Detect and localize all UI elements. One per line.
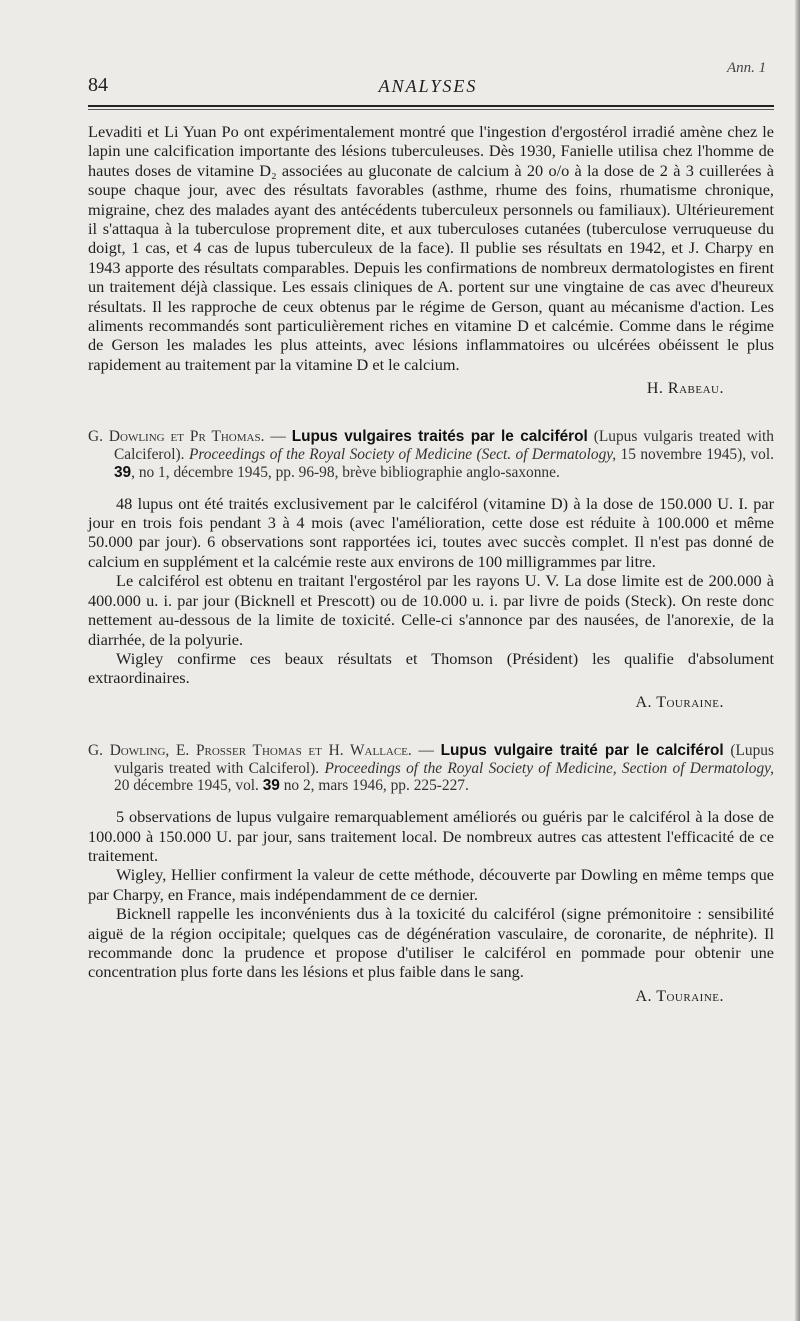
- review1-signature: H. Rabeau.: [646, 380, 724, 398]
- review3-paragraph: 5 observations de lupus vulgaire remarquablement améliorés ou guéris par le calciférol à la dose de 100.000 à 150.000 U. par jour, sans traitement local. De nombreux autres cas attestent l'efficacité de ce traitement.: [88, 807, 774, 865]
- spacer: [88, 795, 774, 807]
- review3-reference: [88, 742, 774, 795]
- review2-signature: A. Touraine.: [635, 693, 724, 711]
- review3-ref-part2: 20 décembre 1945, vol.: [114, 777, 259, 795]
- review2-paragraph: 48 lupus ont été traités exclusivement par le calciférol (vitamine D) à la dose de 150.000 U. I. par jour en trois fois pendant 3 à 4 mois (avec l'amélioration, cette dose est réduite à 100.000 et même 50.000 par jour). 6 observations sont rapportées ici, toutes avec succès complet. Il n'est pas donné de calcium en supplément et la calcémie reste aux environs de 100 milligrammes par litre.: [88, 493, 774, 571]
- review2-reference: [88, 428, 774, 481]
- review3-volume: 39: [262, 777, 280, 795]
- review3-ref-part3: no 2, mars 1946, pp. 225-227.: [283, 777, 469, 795]
- review3-ref-part1: (Lupus vulgaris treated with Calciferol).: [114, 741, 774, 777]
- page-edge-shadow: [795, 0, 800, 1321]
- review3-journal: Proceedings of the Royal Society of Medicine, Section of Dermatology,: [324, 759, 774, 777]
- header-rule-thin: [88, 109, 774, 110]
- corner-note: Ann. 1: [727, 60, 767, 76]
- spacer: [88, 482, 774, 494]
- review3-signature: A. Touraine.: [635, 987, 724, 1005]
- review3-paragraph: Bicknell rappelle les inconvénients dus à la toxicité du calciférol (signe prémonitoire : sensibilité aiguë de la région occipitale; quelques cas de dégénération vasculaire, de coronarite, de néphrite). Il recommande donc la prudence et propose d'utiliser le calciférol en pommade pour obtenir une concentration plus forte dans les lésions et plus faible dans le sang.: [88, 904, 774, 982]
- review2-paragraph: Wigley confirme ces beaux résultats et Thomson (Président) les qualifie d'absolument extraordinaires.: [88, 648, 774, 688]
- review2-ref-part2: 15 novembre 1945), vol.: [620, 446, 774, 464]
- page-body: [88, 122, 774, 1006]
- review3-paragraph: Wigley, Hellier confirment la valeur de cette méthode, découverte par Dowling en même temps que par Charpy, en France, mais indépendamment de ce dernier.: [88, 865, 774, 904]
- review2-journal: Proceedings of the Royal Society of Medicine (Sect. of Dermatology,: [188, 446, 617, 464]
- review1-paragraph: Levaditi et Li Yuan Po ont expérimentalement montré que l'ingestion d'ergostérol irradié amène chez le lapin une calcification importante des lésions tuberculeuses. Dès 1930, Fanielle utilisa chez l'homme de hautes doses de vitamine D₂ associées au gluconate de calcium à 20 o/o à la dose de 2 à 3 cuillerées à soupe chaque jour, avec des résultats favorables (asthme, rhume des foins, rhumatisme chronique, migraine, chez des malades ayant des antécédents tuberculeux personnels ou familiaux). Ultérieurement il s'attaqua à la tuberculose proprement dite, et aux tuberculoses cutanées (tuberculose verruqueuse du doigt, 1 cas, et 4 cas de lupus tuberculeux de la face). Il publie ses résultats en 1942, et J. Charpy en 1943 apporte des résultats comparables. Depuis les confirmations de nombreux dermatologistes en firent un traitement déjà classique. Les essais cliniques de A. portent sur une vingtaine de cas avec d'heureux résultats. Il les rapproche de ceux obtenus par le régime de Gerson, quant au mécanisme d'action. Les aliments recommandés sont particulièrement riches en vitamine D et calcémie. Comme dans le régime de Gerson les malades les plus atteints, avec lésions inflammatoires ou ulcérées obéissent le plus rapidement au traitement par la vitamine D et le calcium.: [88, 122, 774, 374]
- header-rule: [88, 105, 774, 107]
- review2-title: Lupus vulgaires traités par le calciférol: [291, 428, 588, 446]
- review2-ref-part1: (Lupus vulgaris treated with Calciferol).: [114, 428, 774, 464]
- running-title: ANALYSES: [378, 76, 478, 96]
- review2-paragraph: Le calciférol est obtenu en traitant l'ergostérol par les rayons U. V. La dose limite est de 200.000 à 400.000 u. i. par jour (Bicknell et Prescott) ou de 10.000 u. i. par livre de poids (Steck). On reste donc nettement au-dessous de la limite de toxicité. Celle-ci s'annonce par des nausées, de l'anorexie, de la diarrhée, de la polyurie.: [88, 571, 774, 649]
- review3-title: Lupus vulgaire traité par le calciférol: [440, 741, 724, 759]
- review2-ref-part3: , no 1, décembre 1945, pp. 96-98, brève bibliographie anglo-saxonne.: [131, 463, 560, 481]
- page-number: 84: [88, 74, 108, 96]
- review2-authors: G. Dowling et Pr Thomas. —: [88, 428, 286, 446]
- review3-authors: G. Dowling, E. Prosser Thomas et H. Wallace. —: [88, 741, 434, 759]
- review2-volume: 39: [114, 463, 132, 481]
- page-header: [88, 74, 768, 100]
